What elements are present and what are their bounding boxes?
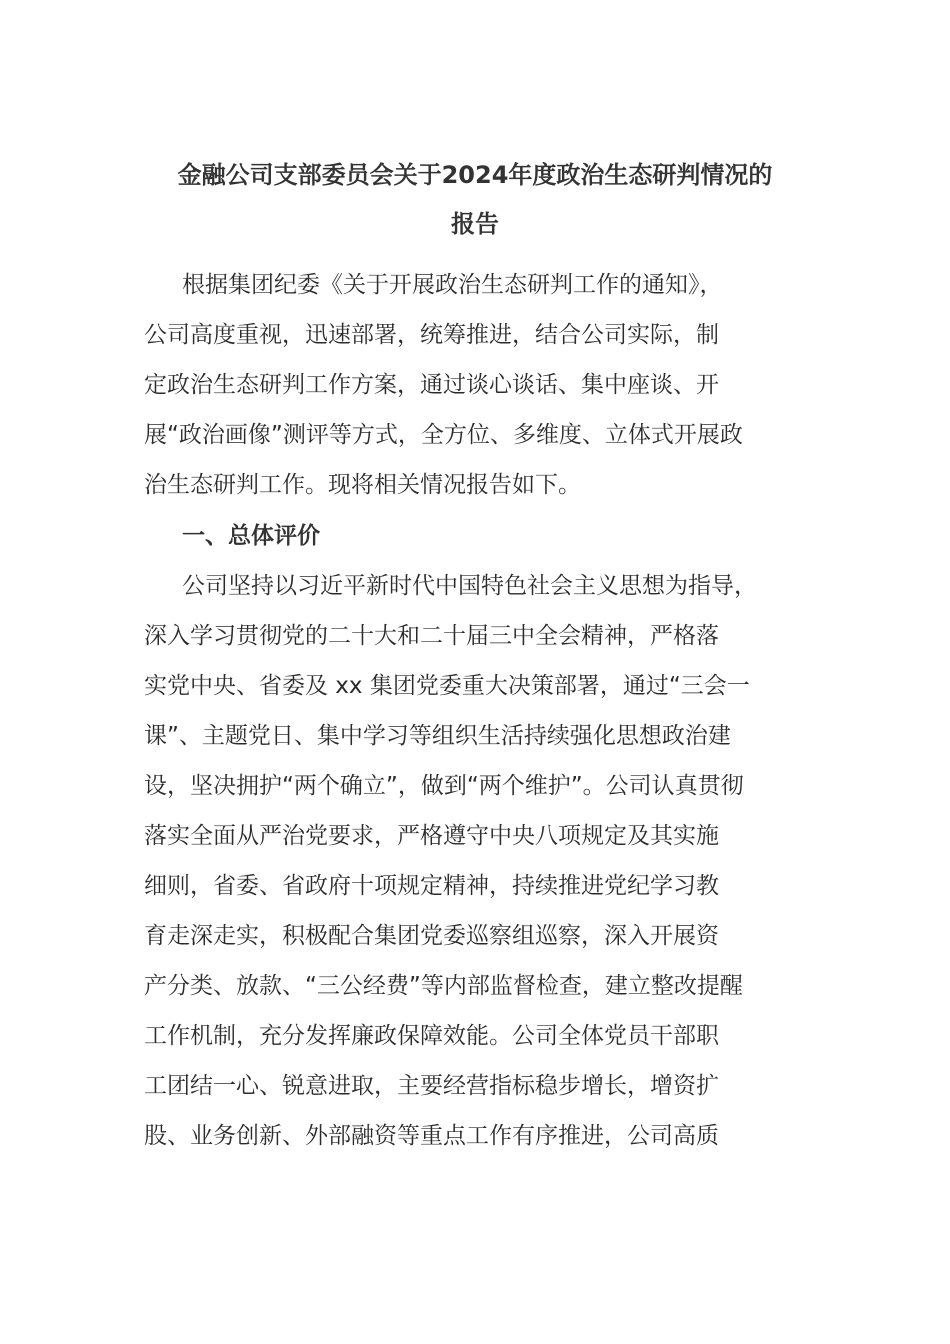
section-paragraph-line: 产分类、放款、“三公经费”等内部监督检查，建立整改提醒 bbox=[144, 973, 743, 999]
intro-paragraph-line: 定政治生态研判工作方案，通过谈心谈话、集中座谈、开 bbox=[144, 372, 719, 398]
section-paragraph-line: 深入学习贯彻党的二十大和二十届三中全会精神，严格落 bbox=[144, 623, 719, 649]
intro-paragraph-line: 公司高度重视，迅速部署，统筹推进，结合公司实际，制 bbox=[144, 322, 719, 348]
document-title-line-1: 金融公司支部委员会关于2024年度政治生态研判情况的 bbox=[177, 161, 773, 189]
section-paragraph-line: 股、业务创新、外部融资等重点工作有序推进，公司高质 bbox=[144, 1123, 719, 1149]
document-title-line-2: 报告 bbox=[451, 210, 499, 238]
section-paragraph-line: 细则，省委、省政府十项规定精神，持续推进党纪学习教 bbox=[144, 873, 719, 899]
intro-paragraph-line: 根据集团纪委《关于开展政治生态研判工作的通知》， bbox=[182, 272, 723, 298]
section-paragraph-line: 育走深走实，积极配合集团党委巡察组巡察，深入开展资 bbox=[144, 923, 719, 949]
intro-paragraph-line: 展“政治画像”测评等方式，全方位、多维度、立体式开展政 bbox=[144, 422, 743, 448]
section-paragraph-line: 工团结一心、锐意进取，主要经营指标稳步增长，增资扩 bbox=[144, 1073, 719, 1099]
intro-paragraph-line: 治生态研判工作。现将相关情况报告如下。 bbox=[144, 472, 581, 498]
section-paragraph-line: 课”、主题党日、集中学习等组织生活持续强化思想政治建 bbox=[144, 723, 731, 749]
section-paragraph-line: 设，坚决拥护“两个确立”，做到“两个维护”。公司认真贯彻 bbox=[144, 773, 744, 799]
section-heading-overall-evaluation: 一、总体评价 bbox=[182, 523, 320, 549]
section-paragraph-line: 落实全面从严治党要求，严格遵守中央八项规定及其实施 bbox=[144, 823, 719, 849]
section-paragraph-line: 实党中央、省委及 xx 集团党委重大决策部署，通过“三会一 bbox=[144, 673, 750, 699]
section-paragraph-line: 公司坚持以习近平新时代中国特色社会主义思想为指导， bbox=[182, 573, 757, 599]
section-paragraph-line: 工作机制，充分发挥廉政保障效能。公司全体党员干部职 bbox=[144, 1023, 719, 1049]
